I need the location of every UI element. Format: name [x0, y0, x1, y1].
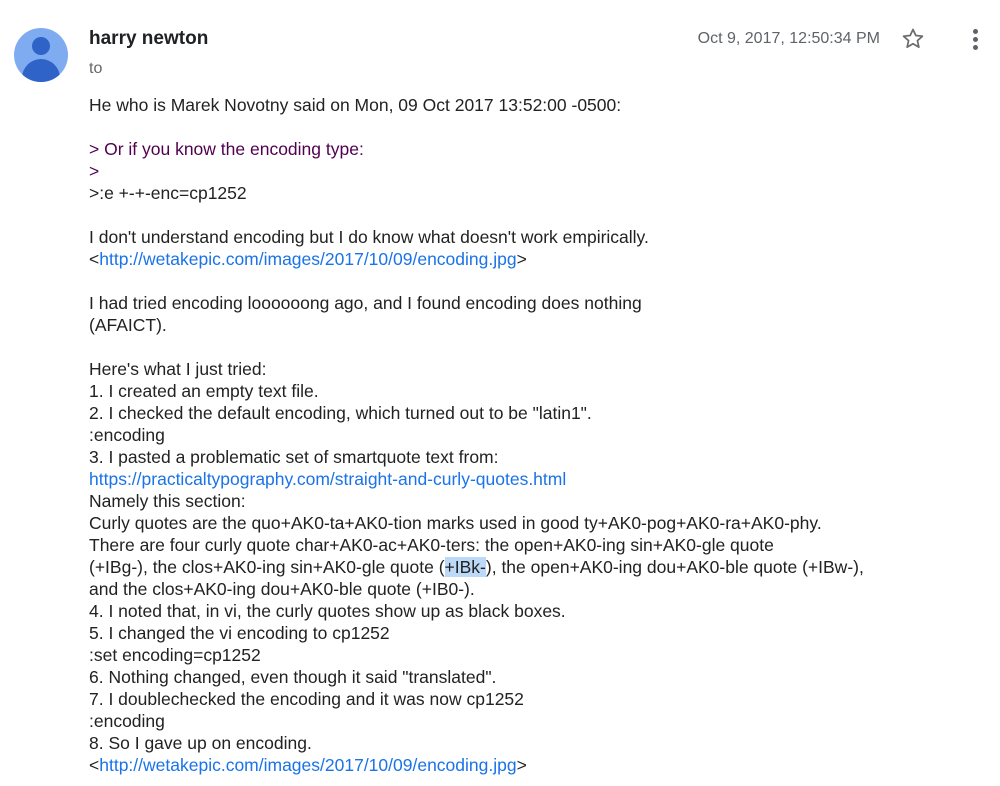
list-item: 8. So I gave up on encoding. [89, 733, 312, 753]
avatar-head-shape [32, 37, 50, 55]
quoted-command: >:e +-+-enc=cp1252 [89, 183, 247, 203]
typography-link[interactable]: https://practicaltypography.com/straight-and-curly-quotes.html [89, 469, 567, 489]
body-text: There are four curly quote char+AK0-ac+AK0-ters: the open+AK0-ing sin+AK0-gle quote [89, 535, 774, 555]
list-item: 4. I noted that, in vi, the curly quotes show up as black boxes. [89, 601, 566, 621]
list-item: 7. I doublechecked the encoding and it was now cp1252 [89, 689, 524, 709]
quoted-line: > Or if you know the encoding type: [89, 139, 364, 159]
sender-name[interactable]: harry newton [89, 28, 209, 49]
encoding-image-link[interactable]: http://wetakepic.com/images/2017/10/09/encoding.jpg [99, 249, 517, 269]
quoted-line: > [89, 161, 100, 181]
message-body [89, 94, 989, 776]
link-line [89, 468, 989, 490]
body-text: Here's what I just tried: [89, 359, 267, 379]
body-text: (AFAICT). [89, 315, 167, 335]
list-item: 2. I checked the default encoding, which turned out to be "latin1". [89, 403, 592, 423]
star-icon[interactable] [900, 26, 926, 52]
list-item: 5. I changed the vi encoding to cp1252 [89, 623, 390, 643]
message-timestamp: Oct 9, 2017, 12:50:34 PM [697, 30, 880, 47]
avatar-body-shape [22, 59, 60, 82]
selected-text-highlight[interactable]: +IBk- [444, 557, 486, 577]
list-item: 3. I pasted a problematic set of smartquote text from: [89, 447, 499, 467]
link-line: <http://wetakepic.com/images/2017/10/09/encoding.jpg> [89, 755, 527, 775]
more-options-icon[interactable] [966, 27, 984, 51]
recipient-to-label[interactable]: to [89, 60, 103, 77]
command-text: :encoding [89, 425, 165, 445]
body-text: (+IBg-), the clos+AK0-ing sin+AK0-gle quote (+IBk-), the open+AK0-ing dou+AK0-ble quote (+IBw-), [89, 557, 864, 577]
body-text: Namely this section: [89, 491, 246, 511]
list-item: 6. Nothing changed, even though it said "translated". [89, 667, 497, 687]
command-text: :set encoding=cp1252 [89, 645, 261, 665]
body-text: I don't understand encoding but I do know what doesn't work empirically. [89, 227, 649, 247]
body-text: Curly quotes are the quo+AK0-ta+AK0-tion marks used in good ty+AK0-pog+AK0-ra+AK0-phy. [89, 513, 822, 533]
list-item: 1. I created an empty text file. [89, 381, 319, 401]
body-text: and the clos+AK0-ing dou+AK0-ble quote (+IB0-). [89, 579, 475, 599]
avatar[interactable] [14, 28, 68, 82]
body-text: I had tried encoding loooooong ago, and I found encoding does nothing [89, 293, 642, 313]
quote-attribution: He who is Marek Novotny said on Mon, 09 Oct 2017 13:52:00 -0500: [89, 95, 622, 115]
command-text: :encoding [89, 711, 165, 731]
encoding-image-link-2[interactable]: http://wetakepic.com/images/2017/10/09/encoding.jpg [99, 755, 517, 775]
link-line: <http://wetakepic.com/images/2017/10/09/encoding.jpg> [89, 249, 527, 269]
